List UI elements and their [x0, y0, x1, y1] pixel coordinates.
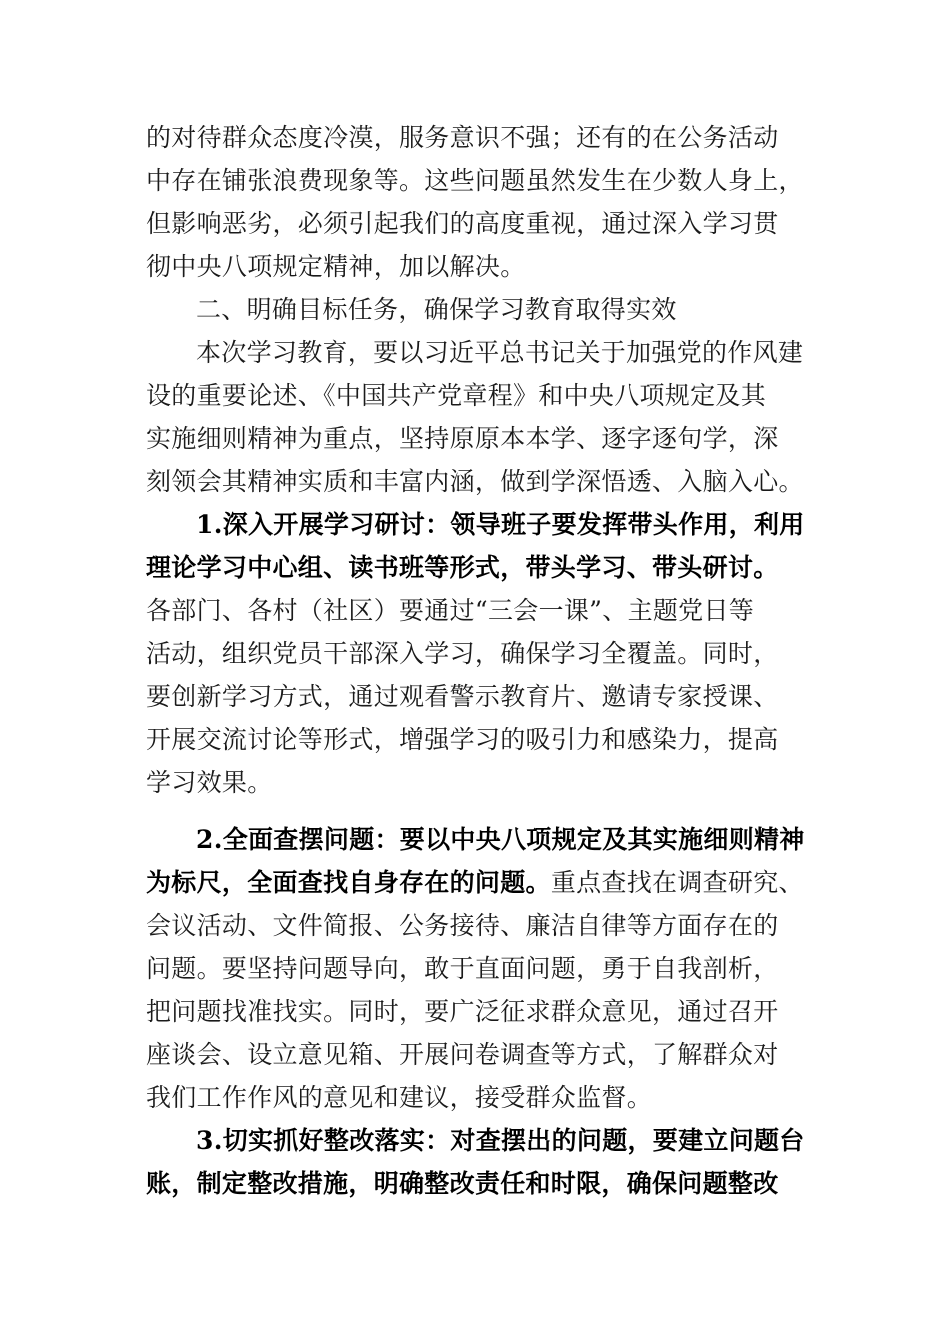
text-line: 但影响恶劣，必须引起我们的高度重视，通过深入学习贯: [146, 209, 779, 238]
item-1-study-discussion: [146, 503, 806, 804]
text-line: 刻领会其精神实质和丰富内涵，做到学深悟透、入脑入心。: [146, 467, 804, 496]
item-1-bold-line: 理论学习中心组、读书班等形式，带头学习、带头研讨。: [146, 553, 779, 582]
text-line: 设的重要论述、《中国共产党章程》和中央八项规定及其: [146, 381, 767, 410]
item-3-rectification: [146, 1119, 806, 1205]
document-body: [146, 116, 806, 1205]
text-line: 座谈会、设立意见箱、开展问卷调查等方式，了解群众对: [146, 1040, 779, 1069]
paragraph-spacer: [146, 804, 806, 818]
text-line: 实施细则精神为重点，坚持原原本本学、逐字逐句学，深: [146, 424, 779, 453]
text-line: 中存在铺张浪费现象等。这些问题虽然发生在少数人身上，: [146, 166, 804, 195]
text-line: 彻中央八项规定精神，加以解决。: [146, 252, 526, 281]
text-line: 把问题找准找实。同时，要广泛征求群众意见，通过召开: [146, 997, 779, 1026]
item-2-normal-part: 重点查找在调查研究、: [550, 868, 804, 897]
item-2-bold-line: 2.全面查摆问题：要以中央八项规定及其实施细则精神: [196, 825, 805, 854]
text-line: 活动，组织党员干部深入学习，确保学习全覆盖。同时，: [146, 639, 779, 668]
text-line: 学习效果。: [146, 768, 273, 797]
text-line: 的对待群众态度冷漠，服务意识不强；还有的在公务活动: [146, 123, 779, 152]
item-2-bold-part: 为标尺，全面查找自身存在的问题。: [146, 868, 551, 897]
item-1-bold-line: 1.深入开展学习研讨：领导班子要发挥带头作用，利用: [196, 510, 805, 539]
text-line: 开展交流讨论等形式，增强学习的吸引力和感染力，提高: [146, 725, 779, 754]
text-line: 问题。要坚持问题导向，敢于直面问题，勇于自我剖析，: [146, 954, 779, 983]
item-2-find-problems: [146, 818, 806, 1119]
text-line: 会议活动、文件简报、公务接待、廉洁自律等方面存在的: [146, 911, 779, 940]
section-heading-2: 二、明确目标任务，确保学习教育取得实效: [196, 295, 677, 324]
paragraph-study-goals: [146, 331, 806, 503]
item-3-bold-line: 账，制定整改措施，明确整改责任和时限，确保问题整改: [146, 1169, 779, 1198]
text-line: 要创新学习方式，通过观看警示教育片、邀请专家授课、: [146, 682, 779, 711]
item-3-bold-line: 3.切实抓好整改落实：对查摆出的问题，要建立问题台: [196, 1126, 805, 1155]
paragraph-problems-continued: [146, 116, 806, 288]
text-line: 我们工作作风的意见和建议，接受群众监督。: [146, 1083, 653, 1112]
text-line: 各部门、各村（社区）要通过“三会一课”、主题党日等: [146, 596, 755, 625]
text-line: 本次学习教育，要以习近平总书记关于加强党的作风建: [196, 338, 804, 367]
item-2-mixed-line: [146, 861, 806, 904]
